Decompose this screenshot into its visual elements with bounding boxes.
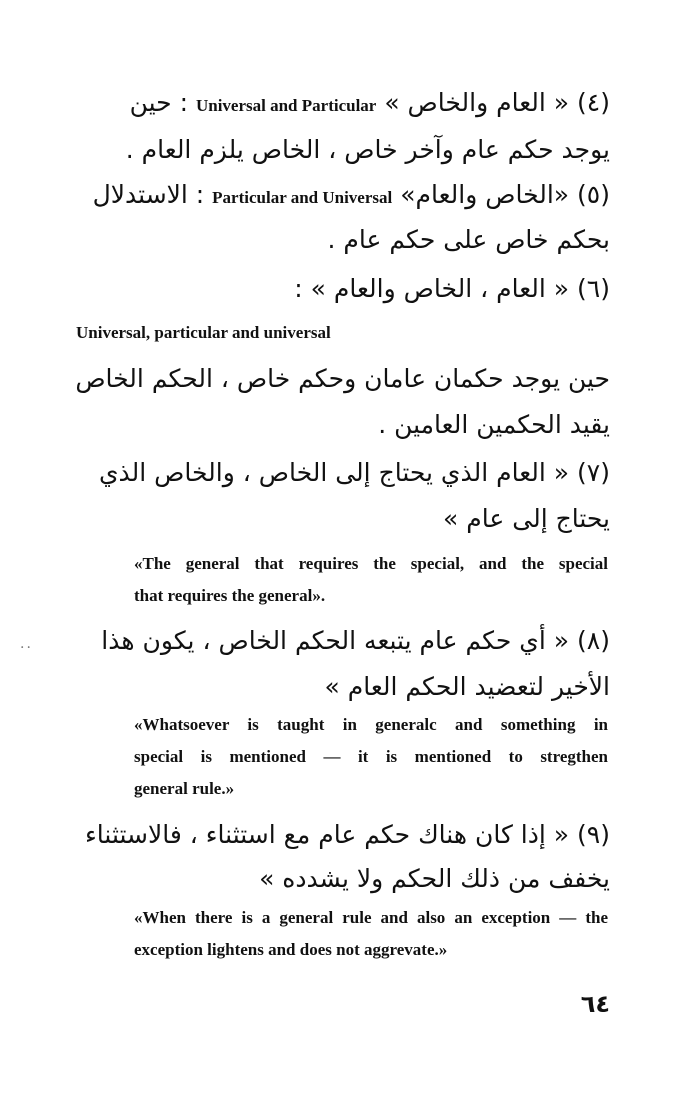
- rule-4-arabic-tail: : حين: [129, 88, 189, 117]
- rule-6-body-line-2: يقيد الحكمين العامين .: [378, 410, 610, 439]
- rule-9-arabic-line-2: يخفف من ذلك الحكم ولا يشدده »: [259, 864, 610, 893]
- rule-7-number: (٧): [577, 458, 610, 487]
- rule-5-english-title: Particular and Universal: [212, 188, 393, 207]
- rule-8-quote-line-1: «Whatsoever is taught in generalc and something in: [134, 715, 608, 734]
- rule-9-heading: [70, 818, 610, 852]
- rule-6-heading: [70, 272, 610, 306]
- rule-7-english-quote: [134, 548, 608, 612]
- rule-6-english-title: Universal, particular and universal: [76, 323, 331, 342]
- rule-5-number: (٥): [577, 180, 610, 209]
- rule-4-number: (٤): [577, 88, 610, 117]
- rule-5-arabic-title: «الخاص والعام»: [400, 180, 570, 209]
- rule-8-number: (٨): [577, 626, 610, 655]
- rule-9-quote-line-1: «When there is a general rule and also an exception — the: [134, 908, 608, 927]
- rule-9-number: (٩): [577, 820, 610, 849]
- rule-9-quote-line-2: exception lightens and does not aggrevate.»: [134, 940, 448, 959]
- rule-6-body-line-1: حين يوجد حكمان عامان وحكم خاص ، الحكم الخاص: [75, 364, 610, 393]
- rule-6-arabic-title: « العام ، الخاص والعام » :: [294, 274, 570, 303]
- rule-7-quote-line-2: that requires the general».: [134, 586, 326, 605]
- rule-7-arabic-line-2: يحتاج إلى عام »: [443, 504, 610, 533]
- margin-speck: ··: [20, 640, 33, 656]
- rule-8-arabic-line-2: الأخير لتعضيد الحكم العام »: [324, 672, 610, 701]
- rule-9-arabic-line-1: « إذا كان هناك حكم عام مع استثناء ، فالاستثناء: [85, 820, 570, 849]
- rule-5-arabic-tail: : الاستدلال: [92, 180, 205, 209]
- rule-8-quote-line-2: special is mentioned — it is mentioned to stregthen: [134, 747, 608, 766]
- rule-4-heading: [70, 86, 610, 123]
- rule-8-quote-line-3: general rule.»: [134, 779, 235, 798]
- rule-5-heading: [70, 178, 610, 215]
- rule-8-english-quote: [134, 709, 608, 805]
- rule-4-body-line-1: يوجد حكم عام وآخر خاص ، الخاص يلزم العام .: [125, 135, 610, 164]
- rule-4-arabic-title: « العام والخاص »: [384, 88, 570, 117]
- rule-4-english-title: Universal and Particular: [195, 96, 377, 115]
- rule-9-english-quote: [134, 902, 608, 966]
- rule-5-body-line-1: بحكم خاص على حكم عام .: [327, 225, 610, 254]
- rule-8-arabic-line-1: « أي حكم عام يتبعه الحكم الخاص ، يكون هذا: [101, 626, 570, 655]
- rule-6-number: (٦): [577, 274, 610, 303]
- rule-7-heading: [70, 456, 610, 490]
- rule-8-heading: [70, 624, 610, 658]
- rule-7-arabic-line-1: « العام الذي يحتاج إلى الخاص ، والخاص الذي: [98, 458, 570, 487]
- rule-7-quote-line-1: «The general that requires the special, and the special: [134, 554, 608, 573]
- page-number: ٦٤: [580, 990, 610, 1018]
